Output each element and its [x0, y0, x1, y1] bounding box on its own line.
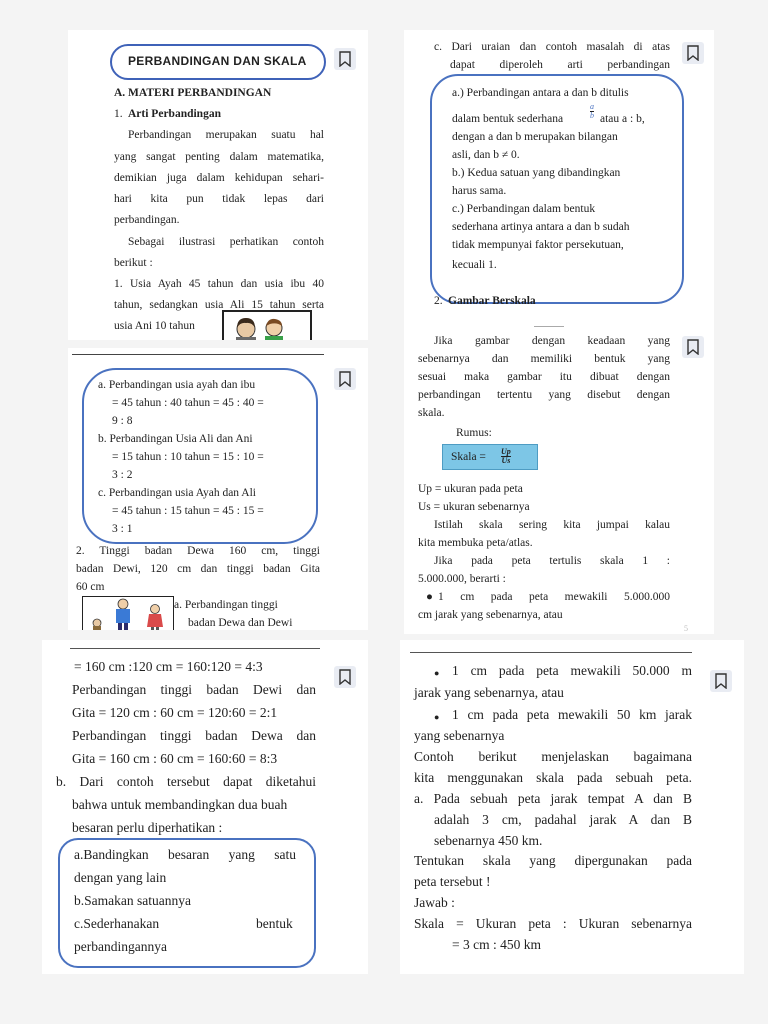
text-line: dapat diperoleh arti perbandingan [450, 59, 670, 71]
answer-line: 9 : 8 [112, 415, 133, 427]
frac-numerator: Up [501, 447, 511, 456]
page-panel-2 [404, 30, 714, 340]
page-title: PERBANDINGAN DAN SKALA [128, 54, 307, 68]
definition-line: kecuali 1. [452, 259, 497, 271]
text-line: sebenarnya 450 km. [434, 833, 543, 848]
answer-line: = 45 tahun : 40 tahun = 45 : 40 = [112, 397, 264, 409]
text-line: sesuai maka gambar itu dibuat dengan [418, 371, 670, 383]
para-line: perbandingan. [114, 214, 180, 226]
answer-line: b. Perbandingan Usia Ali dan Ani [98, 433, 253, 445]
example-line: badan Dewi, 120 cm dan tinggi badan Gita [76, 563, 320, 575]
answer-line: = 15 tahun : 10 tahun = 15 : 10 = [112, 451, 264, 463]
text-line: Tentukan skala yang dipergunakan pada [414, 853, 692, 868]
text-line: bahwa untuk membandingkan dua buah [72, 797, 288, 812]
definition-line: atau a : b, [600, 113, 645, 125]
step-line: a.Bandingkan besaran yang satu [74, 847, 296, 862]
definition-line: dengan a dan b merupakan bilangan [452, 131, 618, 143]
page-separator [534, 326, 564, 327]
text-line: skala. [418, 407, 445, 419]
frac-denominator: b [590, 111, 594, 120]
frac-denominator: Us [501, 456, 511, 465]
text-line: 5.000.000, berarti : [418, 573, 506, 585]
para-line: demikian juga dalam kehidupan sehari- [114, 172, 324, 184]
text-line: kita membuka peta/atlas. [418, 537, 533, 549]
para-line: berikut : [114, 257, 153, 269]
text-line: Gita = 160 cm : 60 cm = 160:60 = 8:3 [72, 751, 278, 766]
definition-up: Up = ukuran pada peta [418, 483, 523, 495]
formula-fraction [501, 448, 511, 465]
page-separator [72, 354, 324, 355]
text-line: perbandingan tertentu yang disebut dengan [418, 389, 670, 401]
answer-line: 3 : 2 [112, 469, 133, 481]
subheading-number: 1. [114, 108, 123, 120]
definition-label: dalam bentuk sederhana [452, 113, 564, 125]
bookmark-icon[interactable] [334, 666, 356, 688]
text-line: cm jarak yang sebenarnya, atau [418, 609, 563, 621]
page-separator [410, 652, 692, 653]
height-illustration [82, 596, 174, 630]
answer-line: = 45 tahun : 15 tahun = 45 : 15 = [112, 505, 264, 517]
text-line: Contoh berikut menjelaskan bagaimana [414, 749, 692, 764]
text-line: b. Dari contoh tersebut dapat diketahui [56, 774, 316, 789]
answer-line: c. Perbandingan usia Ayah dan Ali [98, 487, 256, 499]
answer-line: a. Perbandingan usia ayah dan ibu [98, 379, 256, 391]
step-line: c.Sederhanakan [74, 916, 160, 931]
definition-line: b.) Kedua satuan yang dibandingkan [452, 167, 621, 179]
page-panel-4 [404, 322, 714, 634]
para-line: Sebagai ilustrasi perhatikan contoh [128, 236, 324, 248]
step-line: perbandingannya [74, 939, 167, 954]
bullet-icon: ● [434, 712, 440, 722]
text-line: Perbandingan tinggi badan Dewa dan [72, 728, 316, 743]
text-line: Istilah skala sering kita jumpai kalau [434, 519, 670, 531]
step-line: dengan yang lain [74, 870, 167, 885]
example-line: 60 cm [76, 581, 105, 593]
definition-line: tidak mempunyai faktor persekutuan, [452, 239, 624, 251]
example-line: tahun, sedangkan usia Ali 15 tahun serta [114, 299, 324, 311]
formula-label: Skala = [451, 451, 486, 463]
page-panel-5 [42, 640, 368, 974]
text-line: Perbandingan tinggi badan Dewi dan [72, 682, 316, 697]
heading-materi: A. MATERI PERBANDINGAN [114, 87, 272, 99]
text-line: Skala = Ukuran peta : Ukuran sebenarnya [414, 916, 692, 931]
example-line: 1. Usia Ayah 45 tahun dan usia ibu 40 [114, 278, 324, 290]
text-line: adalah 3 cm, padahal jarak A dan B [434, 812, 692, 827]
example-line: usia Ani 10 tahun [114, 320, 195, 332]
text-line: jarak yang sebenarnya, atau [414, 685, 564, 700]
bookmark-icon[interactable] [334, 368, 356, 390]
text-line: Jawab : [414, 895, 455, 910]
bookmark-icon[interactable] [682, 336, 704, 358]
definition-line: c.) Perbandingan dalam bentuk [452, 203, 596, 215]
step-line: bentuk [256, 916, 293, 931]
text-line: 1 cm pada peta mewakili 50.000 m [452, 663, 692, 678]
text-line: 1 cm pada peta mewakili 5.000.000 [438, 591, 670, 603]
text-line: sebenarnya dan memiliki bentuk yang [418, 353, 670, 365]
text-line: a. Pada sebuah peta jarak tempat A dan B [414, 791, 692, 806]
para-line: hari kita pun tidak lepas dari [114, 193, 324, 205]
page-panel-3 [68, 348, 368, 630]
subheading-arti: Arti Perbandingan [128, 108, 221, 120]
rumus-label: Rumus: [456, 427, 492, 439]
caption-line: badan Dewa dan Dewi [188, 617, 293, 629]
bullet-icon: ● [426, 591, 433, 603]
answer-line: 3 : 1 [112, 523, 133, 535]
fraction-a-over-b [590, 103, 594, 120]
text-line: kita menggunakan skala pada sebuah peta. [414, 770, 692, 785]
subheading-gambar: Gambar Berskala [448, 295, 536, 307]
para-line: yang sangat penting dalam matematika, [114, 151, 324, 163]
text-line: peta tersebut ! [414, 874, 491, 889]
page-separator [70, 648, 320, 649]
frac-numerator: a [590, 102, 594, 111]
page-panel-6 [400, 640, 744, 974]
para-line: Perbandingan merupakan suatu hal [128, 129, 324, 141]
definition-line: harus sama. [452, 185, 507, 197]
text-line: 1 cm pada peta mewakili 50 km jarak [452, 707, 692, 722]
definition-line: asli, dan b ≠ 0. [452, 149, 520, 161]
subheading-number: 2. [434, 295, 443, 307]
definition-us: Us = ukuran sebenarnya [418, 501, 530, 513]
caption-line: a. Perbandingan tinggi [174, 599, 278, 611]
page-number: 5 [684, 624, 688, 633]
page-panel-1 [68, 30, 368, 340]
text-line: = 160 cm :120 cm = 160:120 = 4:3 [74, 659, 263, 674]
definition-line: a.) Perbandingan antara a dan b ditulis [452, 87, 629, 99]
family-illustration [222, 310, 312, 340]
definition-line: sederhana artinya antara a dan b sudah [452, 221, 630, 233]
text-line: Jika gambar dengan keadaan yang [434, 335, 670, 347]
text-line: Jika pada peta tertulis skala 1 : [434, 555, 670, 567]
example-line: 2. Tinggi badan Dewa 160 cm, tinggi [76, 545, 320, 557]
bullet-icon: ● [434, 668, 440, 678]
bookmark-icon[interactable] [682, 42, 704, 64]
bookmark-icon[interactable] [710, 670, 732, 692]
text-line: c. Dari uraian dan contoh masalah di atas [434, 41, 670, 53]
scale-formula-box [442, 444, 538, 470]
text-line: Gita = 120 cm : 60 cm = 120:60 = 2:1 [72, 705, 278, 720]
step-line: b.Samakan satuannya [74, 893, 191, 908]
bookmark-icon[interactable] [334, 48, 356, 70]
text-line: besaran perlu diperhatikan : [72, 820, 223, 835]
text-line: = 3 cm : 450 km [452, 937, 541, 952]
text-line: yang sebenarnya [414, 728, 505, 743]
